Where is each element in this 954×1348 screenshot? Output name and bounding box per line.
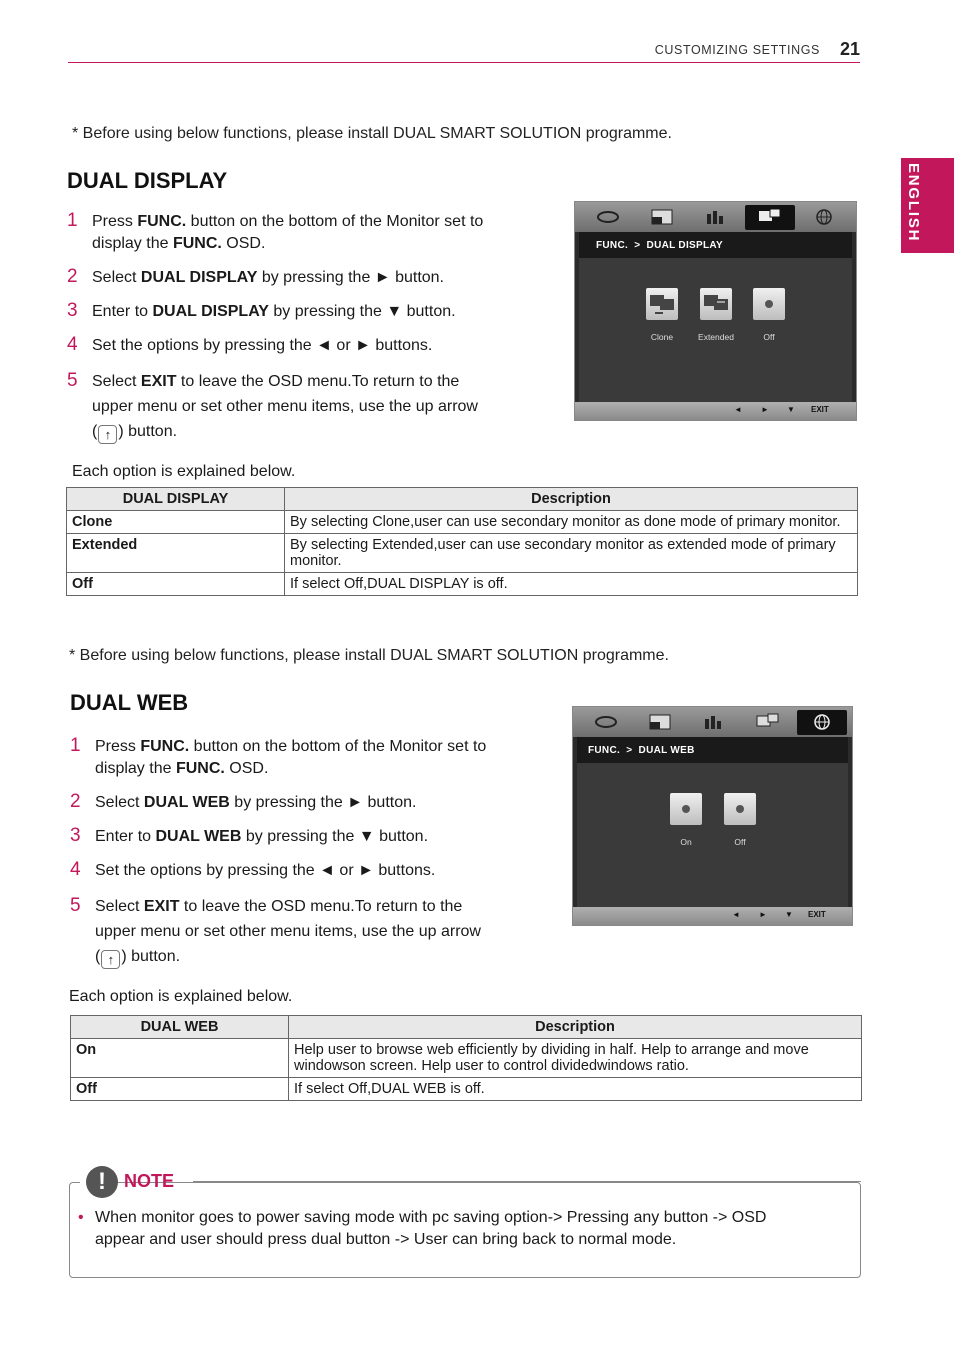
osd-dual-web-screenshot (572, 706, 853, 926)
osd-tab-func (743, 710, 793, 735)
step-1: 1 Press FUNC. button on the bottom of the Monitor set to display the FUNC. OSD. (70, 735, 487, 777)
off-icon (753, 288, 785, 320)
osd-body (577, 763, 848, 907)
osd-tab-ecco (583, 205, 633, 230)
osd-dual-display-screenshot (574, 201, 857, 421)
exclamation-icon: ! (86, 1166, 118, 1198)
table-row: Off If select Off,DUAL DISPLAY is off. (67, 573, 858, 596)
on-icon (670, 793, 702, 825)
step-5: 5 Select EXIT to leave the OSD menu.To return to the upper menu or set other menu items, use the up arrow ( ↑ ) button. (67, 370, 478, 442)
language-tab-label: ENGLISH (905, 163, 922, 243)
note-divider (193, 1181, 861, 1182)
table-row: Extended By selecting Extended,user can use secondary monitor as extended mode of primary monitor. (67, 534, 858, 573)
right-arrow-icon: ► (761, 405, 769, 414)
osd-option-extended: Extended (698, 332, 734, 342)
page-header (68, 38, 860, 63)
osd-breadcrumb: FUNC. > DUAL WEB (577, 737, 848, 763)
step-4: 4 Set the options by pressing the ◄ or ► buttons. (70, 859, 436, 880)
section-title: CUSTOMIZING SETTINGS (654, 43, 820, 57)
table-header-row: DUAL WEB Description (71, 1016, 862, 1039)
off-icon (724, 793, 756, 825)
steps-dual-display (67, 211, 487, 456)
osd-tab-func (745, 205, 795, 230)
step-5: 5 Select EXIT to leave the OSD menu.To return to the upper menu or set other menu items, use the up arrow ( ↑ ) button. (70, 895, 481, 967)
left-arrow-icon: ◄ (734, 405, 742, 414)
left-arrow-icon: ◄ (732, 910, 740, 919)
table-row: On Help user to browse web efficiently by dividing in half. Help to arrange and move windowson screen. Help user to control dividedwindows ratio. (71, 1039, 862, 1078)
osd-tab-color (689, 710, 739, 735)
osd-footer (573, 907, 852, 925)
osd-option-on: On (680, 837, 692, 847)
osd-option-off: Off (734, 837, 746, 847)
table-row: Clone By selecting Clone,user can use secondary monitor as done mode of primary monitor. (67, 511, 858, 534)
note-header (80, 1166, 175, 1198)
language-tab (901, 158, 954, 253)
osd-footer (575, 402, 856, 420)
explain-text-dual-display: Each option is explained below. (72, 463, 296, 480)
table-row: Off If select Off,DUAL WEB is off. (71, 1078, 862, 1101)
step-3: 3 Enter to DUAL WEB by pressing the ▼ button. (70, 825, 429, 846)
note-text: • When monitor goes to power saving mode with pc saving option-> Pressing any button -> OSD appear and user should press dual button -> User can bring back to normal mode. (78, 1209, 767, 1248)
osd-option-off: Off (763, 332, 775, 342)
osd-body (579, 258, 852, 402)
up-arrow-icon: ↑ (101, 950, 120, 969)
osd-tab-web (799, 205, 849, 230)
step-3: 3 Enter to DUAL DISPLAY by pressing the ▼ button. (67, 300, 456, 321)
step-1: 1 Press FUNC. button on the bottom of the Monitor set to display the FUNC. OSD. (67, 210, 484, 252)
section-heading-dual-display: DUAL DISPLAY (67, 168, 228, 193)
step-2: 2 Select DUAL DISPLAY by pressing the ► button. (67, 266, 444, 287)
osd-option-clone: Clone (650, 332, 674, 342)
explain-text-dual-web: Each option is explained below. (69, 988, 293, 1005)
prereq-note-dual-display: * Before using below functions, please install DUAL SMART SOLUTION programme. (72, 125, 672, 142)
extended-icon (700, 288, 732, 320)
osd-tab-bar (573, 707, 852, 737)
osd-breadcrumb: FUNC. > DUAL DISPLAY (579, 232, 852, 258)
step-2: 2 Select DUAL WEB by pressing the ► button. (70, 791, 417, 812)
table-header-row: DUAL DISPLAY Description (67, 488, 858, 511)
exit-label: EXIT (811, 405, 829, 414)
note-label: NOTE (124, 1171, 175, 1191)
osd-tab-bar (575, 202, 856, 232)
options-table-dual-display (66, 487, 858, 596)
osd-tab-color (691, 205, 741, 230)
section-heading-dual-web: DUAL WEB (70, 690, 189, 715)
osd-tab-ecco (581, 710, 631, 735)
down-arrow-icon: ▼ (787, 405, 795, 414)
step-4: 4 Set the options by pressing the ◄ or ► buttons. (67, 334, 433, 355)
bullet-icon: • (78, 1209, 84, 1226)
exit-label: EXIT (808, 910, 826, 919)
right-arrow-icon: ► (759, 910, 767, 919)
osd-tab-picture (637, 205, 687, 230)
steps-dual-web (70, 736, 490, 981)
options-table-dual-web (70, 1015, 862, 1101)
down-arrow-icon: ▼ (785, 910, 793, 919)
clone-icon (646, 288, 678, 320)
osd-tab-web (797, 710, 847, 735)
prereq-note-dual-web: * Before using below functions, please install DUAL SMART SOLUTION programme. (69, 647, 669, 664)
page-number: 21 (839, 39, 860, 59)
up-arrow-icon: ↑ (98, 425, 117, 444)
osd-tab-picture (635, 710, 685, 735)
